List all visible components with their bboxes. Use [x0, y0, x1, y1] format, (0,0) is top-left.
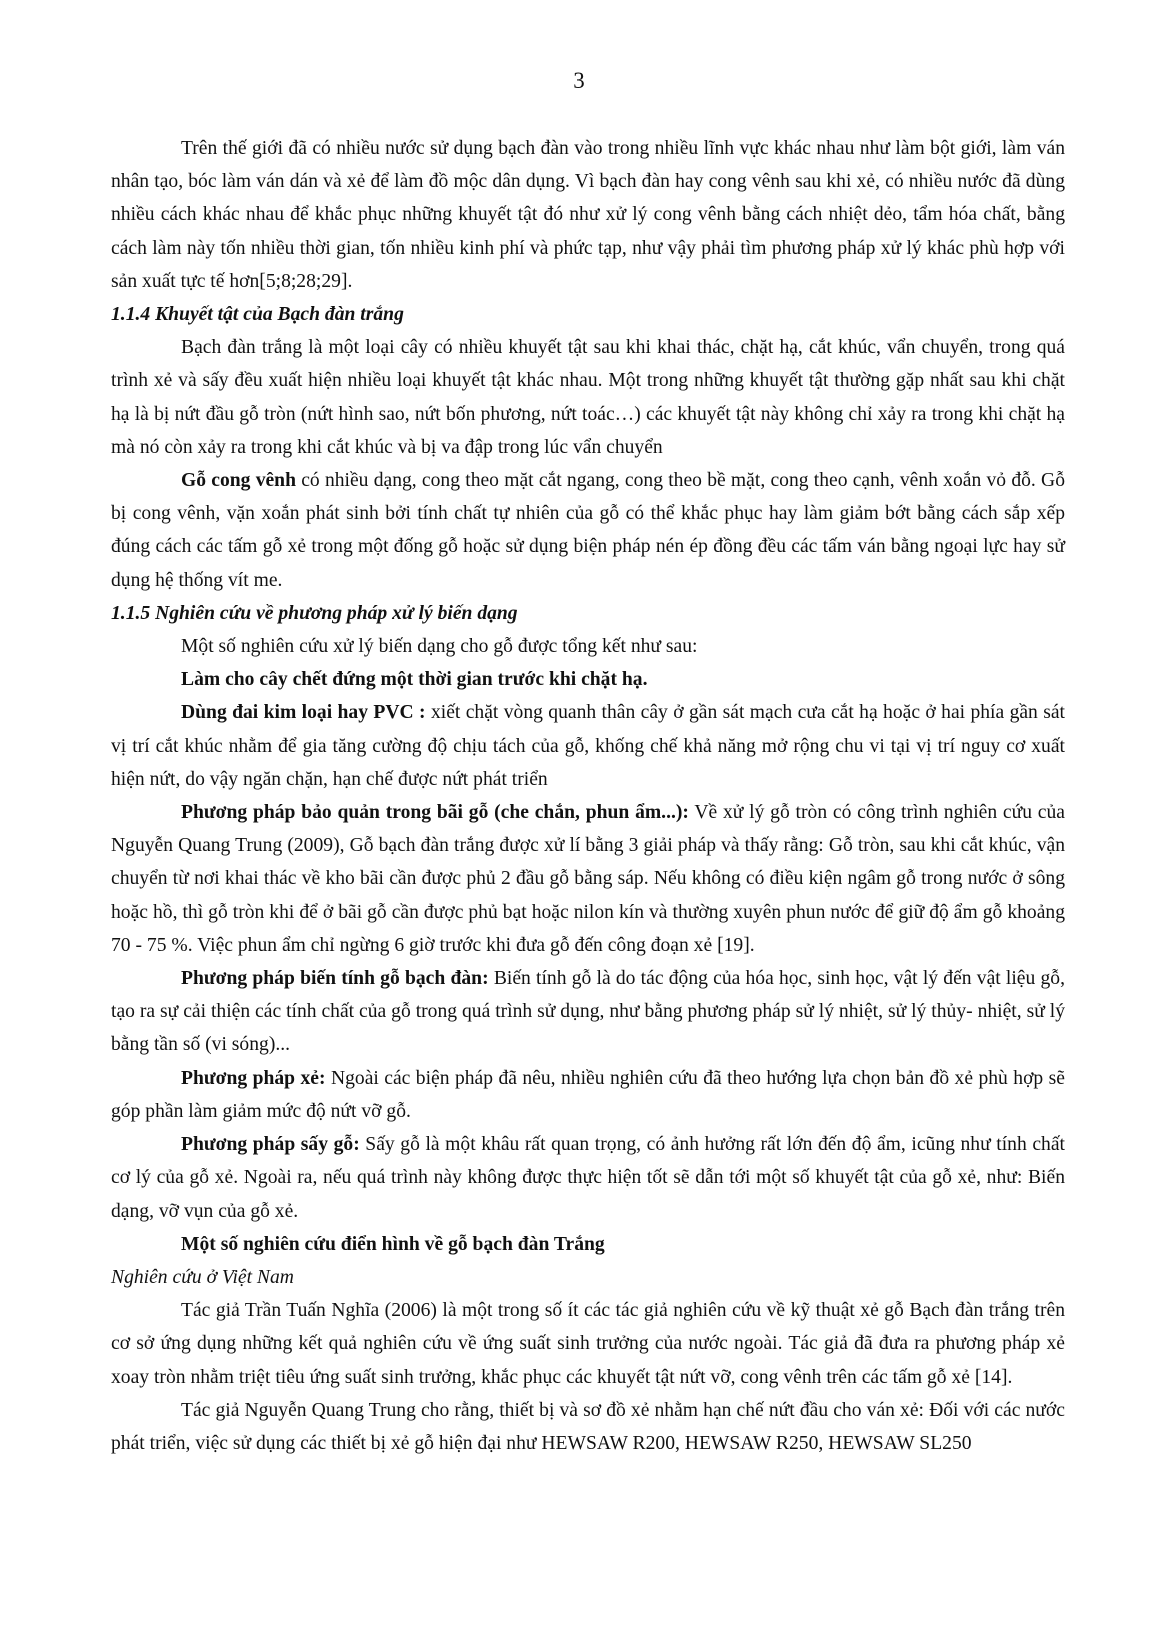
- term-warping: Gỗ cong vênh: [181, 470, 296, 492]
- paragraph-method-standing-death: [111, 663, 1065, 696]
- method-drying-title: Phương pháp sấy gỗ:: [181, 1134, 360, 1156]
- paragraph-method-sawing: [111, 1062, 1065, 1128]
- paragraph-warping: [111, 464, 1065, 597]
- paragraph-warping-text: có nhiều dạng, cong theo mặt cắt ngang, cong theo bề mặt, cong theo cạnh, vênh xoắn vỏ đỗ. Gỗ bị cong vênh, vặn xoắn phát sinh bởi tính chất tự nhiên của gỗ có thể khắc phục hay làm giảm bớt bằng cách sắp xếp đúng cách các tấm gỗ xẻ trong một đống gỗ hoặc sử dụng biện pháp nén ép đồng đều các tấm ván bằng ngoại lực hay sử dụng hệ thống vít me.: [111, 470, 1065, 591]
- paragraph-defects: Bạch đàn trắng là một loại cây có nhiều khuyết tật sau khi khai thác, chặt hạ, cắt khúc, vẩn chuyển, trong quá trình xẻ và sấy đều xuất hiện nhiều loại khuyết tật khác nhau. Một trong những khuyết tật thường gặp nhất sau khi chặt hạ là bị nứt đầu gỗ tròn (nứt hình sao, nứt bốn phương, nứt toác…) các khuyết tật này không chỉ xảy ra trong khi chặt hạ mà nó còn xảy ra trong khi cắt khúc và bị va đập trong lúc vẩn chuyển: [111, 337, 1065, 458]
- method-sawing-text: Ngoài các biện pháp đã nêu, nhiều nghiên cứu đã theo hướng lựa chọn bản đồ xẻ phù hợp sẽ góp phần làm giảm mức độ nứt vỡ gỗ.: [111, 1067, 1065, 1122]
- page-number: 3: [573, 68, 585, 93]
- method-modification-text: Biến tính gỗ là do tác động của hóa học, sinh học, vật lý đến vật liệu gỗ, tạo ra sự cải thiện các tính chất của gỗ trong quá trình sử dụng, như bằng phương pháp sử lý nhiệt, sử lý thủy- nhiệt, sử lý bằng tần số (vi sóng)...: [111, 968, 1065, 1056]
- method-drying-text: Sấy gỗ là một khâu rất quan trọng, có ảnh hưởng rất lớn đến độ ẩm, icũng như tính chất cơ lý của gỗ xẻ. Ngoài ra, nếu quá trình này không được thực hiện tốt sẽ dẫn tới một số khuyết tật của gỗ xẻ, như: Biến dạng, vỡ vụn của gỗ xẻ.: [111, 1134, 1065, 1222]
- typical-studies-title: Một số nghiên cứu điển hình về gỗ bạch đàn Trắng: [181, 1233, 605, 1255]
- method-standing-death: Làm cho cây chết đứng một thời gian trước khi chặt hạ.: [181, 669, 648, 691]
- method-sawing-title: Phương pháp xẻ:: [181, 1067, 326, 1089]
- method-storage-title: Phương pháp bảo quản trong bãi gỗ (che chắn, phun ẩm...):: [181, 802, 689, 824]
- section-heading-1-1-4: 1.1.4 Khuyết tật của Bạch đàn trắng: [111, 304, 404, 326]
- method-storage-text: Về xử lý gỗ tròn có công trình nghiên cứu của Nguyễn Quang Trung (2009), Gỗ bạch đàn trắng được xử lí bằng 3 giải pháp và thấy rằng: Gỗ tròn, sau khi cắt khúc, vận chuyển từ nơi khai thác về kho bãi cần được phủ 2 đầu gỗ bằng sáp. Nếu không có điều kiện ngâm gỗ trong nước ở sông hoặc hồ, thì gỗ tròn khi để ở bãi gỗ cần được phủ bạt hoặc nilon kín và thường xuyên phun nước để giữ độ ẩm gỗ khoảng 70 - 75 %. Việc phun ẩm chỉ ngừng 6 giờ trước khi đưa gỗ đến công đoạn xẻ [19].: [111, 802, 1065, 956]
- paragraph-typical-studies: [111, 1228, 1065, 1261]
- paragraph-method-storage: [111, 796, 1065, 962]
- paragraph-method-drying: [111, 1128, 1065, 1228]
- section-heading-1-1-5: 1.1.5 Nghiên cứu về phương pháp xử lý biến dạng: [111, 602, 518, 624]
- subheading-vietnam-research: Nghiên cứu ở Việt Nam: [111, 1266, 294, 1288]
- document-body: [111, 132, 1065, 1460]
- paragraph-nguyen-quang-trung: Tác giả Nguyễn Quang Trung cho rằng, thiết bị và sơ đồ xẻ nhằm hạn chế nứt đầu cho ván xẻ: Đối với các nước phát triển, việc sử dụng các thiết bị xẻ gỗ hiện đại như HEWSAW R200, HEWSAW R250, HEWSAW SL250: [111, 1399, 1065, 1454]
- method-band-text: xiết chặt vòng quanh thân cây ở gần sát mạch cưa cắt hạ hoặc ở hai phía gần sát vị trí cắt khúc nhằm để gia tăng cường độ chịu tách của gỗ, khống chế khả năng mở rộng chu vi tại vị trí nguy cơ xuất hiện nứt, do vậy ngăn chặn, hạn chế được nứt phát triển: [111, 702, 1065, 790]
- paragraph-method-band: [111, 696, 1065, 796]
- paragraph-tran-tuan-nghia: Tác giả Trần Tuấn Nghĩa (2006) là một trong số ít các tác giả nghiên cứu về kỹ thuật xẻ gỗ Bạch đàn trắng trên cơ sở ứng dụng những kết quả nghiên cứu về ứng suất sinh trưởng của nước ngoài. Tác giả đã đưa ra phương pháp xẻ xoay tròn nhằm triệt tiêu ứng suất sinh trưởng, khắc phục các khuyết tật nứt vỡ, cong vênh trên các tấm gỗ xẻ [14].: [111, 1300, 1065, 1388]
- method-band-title: Dùng đai kim loại hay PVC :: [181, 702, 426, 724]
- paragraph-intro: Trên thế giới đã có nhiều nước sử dụng bạch đàn vào trong nhiều lĩnh vực khác nhau như làm bột giới, làm ván nhân tạo, bóc làm ván dán và xẻ để làm đồ mộc dân dụng. Vì bạch đàn hay cong vênh sau khi xẻ, có nhiều nước đã dùng nhiều cách khác nhau để khắc phục những khuyết tật đó như xử lý cong vênh bằng cách nhiệt dẻo, tẩm hóa chất, bằng cách làm này tốn nhiều thời gian, tốn nhiều kinh phí và phức tạp, như vậy phải tìm phương pháp xử lý khác phù hợp với sản xuất tực tế hơn[5;8;28;29].: [111, 138, 1065, 292]
- paragraph-method-modification: [111, 962, 1065, 1062]
- paragraph-summary-intro: Một số nghiên cứu xử lý biến dạng cho gỗ được tổng kết như sau:: [181, 636, 698, 658]
- method-modification-title: Phương pháp biến tính gỗ bạch đàn:: [181, 968, 489, 990]
